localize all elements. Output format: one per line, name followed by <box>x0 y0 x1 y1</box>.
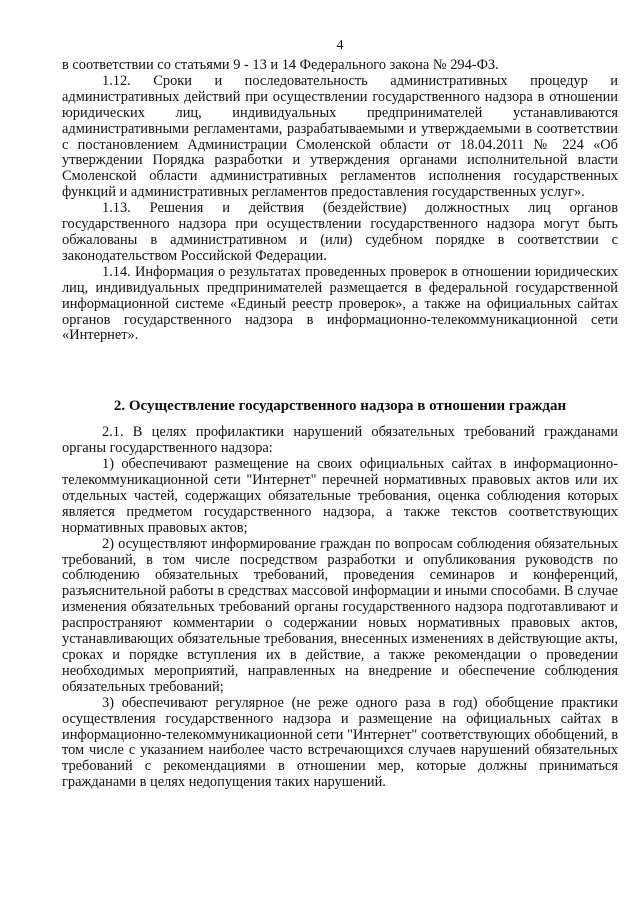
paragraph-continuation: в соответствии со статьями 9 - 13 и 14 Федерального закона № 294-ФЗ. <box>62 57 499 73</box>
paragraph-2-1: 2.1. В целях профилактики нарушений обязательных требований гражданами органы государственного надзора: <box>62 424 618 457</box>
list-item-1: 1) обеспечивают размещение на своих официальных сайтах в информационно-телекоммуникационной сети "Интернет" перечней нормативных правовых актов или их отдельных частей, содержащих обязательные требования, оценка соблюдения которых является предметом государственного надзора, а также текстов соответствующих нормативных правовых актов; <box>62 456 618 536</box>
list-item-2: 2) осуществляют информирование граждан по вопросам соблюдения обязательных требований, в том числе посредством разработки и опубликования руководств по соблюдению обязательных требований, проведения семинаров и конференций, разъяснительной работы в средствах массовой информации и иными способами. В случае изменения обязательных требований органы государственного надзора подготавливают и распространяют комментарии о содержании новых нормативных правовых актов, устанавливающих обязательные требования, внесенных изменениях в действующие акты, сроках и порядке вступления их в действие, а также рекомендации о проведении необходимых мероприятий, направленных на внедрение и обеспечение соблюдения обязательных требований; <box>62 535 618 695</box>
page-number: 4 <box>336 38 344 53</box>
paragraph-1-14: 1.14. Информация о результатах проведенных проверок в отношении юридических лиц, индивидуальных предпринимателей размещается в федеральной государственной информационной системе «Единый реестр проверок», а также на официальных сайтах органов государственного надзора в информационно-телекоммуникационной сети «Интернет». <box>62 263 618 344</box>
list-item-3: 3) обеспечивают регулярное (не реже одного раза в год) обобщение практики осуществления государственного надзора и размещение на официальных сайтах в информационно-телекоммуникационной сети "Интернет" соответствующих обобщений, в том числе с указанием наиболее часто встречающихся случаев нарушений обязательных требований с рекомендациями в отношении мер, которые должны приниматься гражданами в целях недопущения таких нарушений. <box>62 694 618 791</box>
paragraph-1-12: 1.12. Сроки и последовательность административных процедур и административных действий при осуществлении государственного надзора в отношении юридических лиц, индивидуальных предпринимателей устанавливаются административными регламентами, разрабатываемыми и утверждаемыми в соответствии с постановлением Администрации Смоленской области от 18.04.2011 № 224 «Об утверждении Порядка разработки и утверждения органами исполнительной власти Смоленской области административных регламентов исполнения государственных функций и административных регламентов предоставления государственных услуг». <box>62 72 618 201</box>
section-heading: 2. Осуществление государственного надзора в отношении граждан <box>113 398 567 415</box>
paragraph-1-13: 1.13. Решения и действия (бездействие) должностных лиц органов государственного надзора при осуществлении государственного надзора могут быть обжалованы в административном и (или) судебном порядке в соответствии с законодательством Российской Федерации. <box>62 200 618 264</box>
